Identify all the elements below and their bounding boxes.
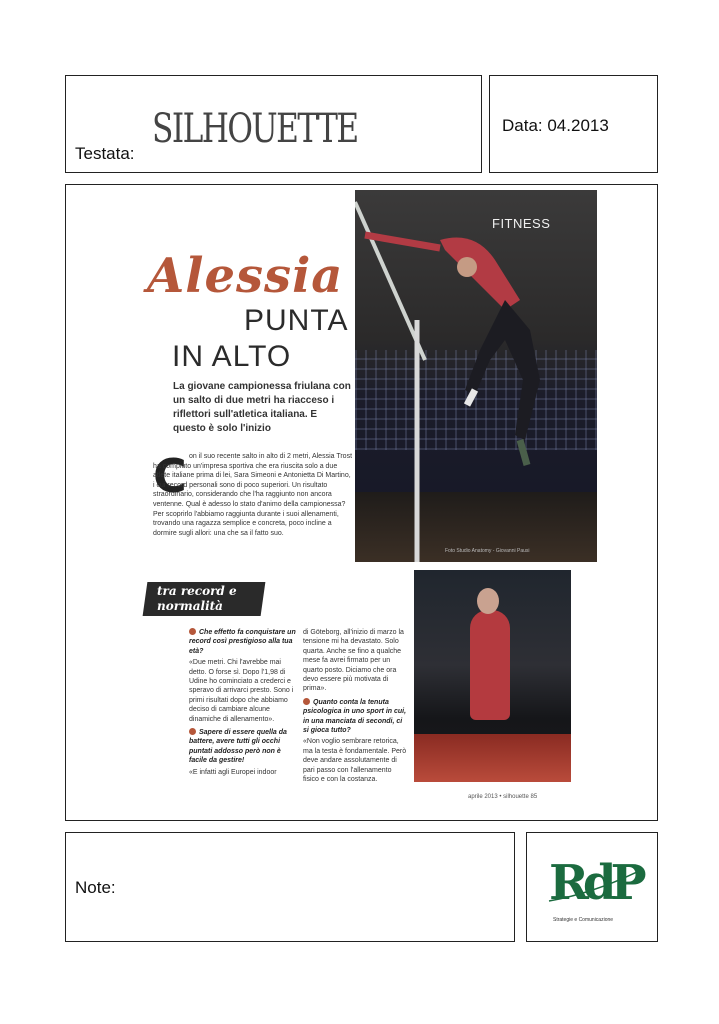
page-footer: aprile 2013 • silhouette 85 <box>468 794 538 800</box>
photo-athlete-figure <box>470 610 510 720</box>
photo-track <box>414 734 571 782</box>
rdp-tagline: Strategie e Comunicazione <box>553 917 614 923</box>
bullet-dot <box>189 628 196 635</box>
rdp-logo <box>545 843 645 933</box>
date-label: Data: 04.2013 <box>502 116 609 135</box>
athlete-jump-illustration <box>355 190 597 562</box>
answer-2-start: «E infatti agli Europei indoor <box>189 768 277 776</box>
subheading-banner: tra record e normalità <box>157 584 237 613</box>
section-label: FITNESS <box>492 216 551 231</box>
photo-credit: Foto Studio Anatomy - Giovanni Pausi <box>445 548 530 554</box>
header-date-box <box>489 75 658 173</box>
answer-3: «Non voglio sembrare retorica, ma la testa è fondamentale. Però deve andare assolutamente di pari passo con l'allenamento fisico e con la costanza. <box>303 738 407 784</box>
testata-label: Testata: <box>75 144 135 163</box>
article-title-line3: IN ALTO <box>172 340 292 373</box>
training-photo <box>414 570 571 782</box>
notes-label: Note: <box>75 878 116 897</box>
answer-1: «Due metri. Chi l'avrebbe mai detto. O forse sì. Dopo l'1,98 di Udine ho cominciato a crederci e speravo di arrivarci presto. Sono i primi risultati dopo che abbiamo deciso di cambiare alcune dinamiche di allenamento». <box>189 659 294 723</box>
notes-box <box>65 832 515 942</box>
silhouette-logo: SILHOUETTE <box>152 106 358 152</box>
agency-logo-box <box>526 832 658 942</box>
rdp-logo-letters: RdP <box>549 855 641 911</box>
high-jump-photo <box>355 190 597 562</box>
article-title-line2: PUNTA <box>244 304 349 337</box>
interview-column-1 <box>189 628 299 777</box>
question-3: Quanto conta la tenuta psicologica in uno sport in cui, in una manciata di secondi, ci si gioca tutto? <box>303 698 407 735</box>
question-2: Sapere di essere quella da battere, avere tutti gli occhi puntati addosso però non è facile da gestire! <box>189 729 287 765</box>
dropcap-letter: C <box>153 449 187 503</box>
article-subtitle: La giovane campionessa friulana con un salto di due metri ha riacceso i riflettori sull'atletica italiana. E questo è solo l'inizio <box>173 381 351 434</box>
header-publication-box <box>65 75 482 173</box>
answer-2-end: di Göteborg, all'inizio di marzo la tensione mi ha devastato. Solo quarta. Anche se fino a qualche mese fa avrei firmato per un quarto posto. Diciamo che ora devo essere più motivata di prima». <box>303 629 404 693</box>
article-clipping <box>85 190 605 810</box>
question-1: Che effetto fa conquistare un record così prestigioso alla tua età? <box>189 629 296 655</box>
bullet-dot <box>303 698 310 705</box>
article-title-name: Alessia <box>147 248 344 304</box>
article-intro <box>153 449 353 538</box>
article-intro-text: on il suo recente salto in alto di 2 metri, Alessia Trost ha compiuto un'impresa sportiva che era riuscita solo a due atlete italiane prima di lei, Sara Simeoni e Antonietta Di Martino, i cui record personali sono di poco superiori. Un risultato straordinario, considerando che l'ha raggiunto non ancora ventenne. Qual è adesso lo stato d'animo della campionessa? Per scoprirlo l'abbiamo raggiunta durante i suoi allenamenti, trovando una ragazza semplice e concreta, poco incline a dormire sugli allori: una che sa il fatto suo. <box>153 453 353 537</box>
bullet-dot <box>189 728 196 735</box>
interview-column-2 <box>303 628 409 785</box>
photo-athlete-head <box>477 588 499 614</box>
